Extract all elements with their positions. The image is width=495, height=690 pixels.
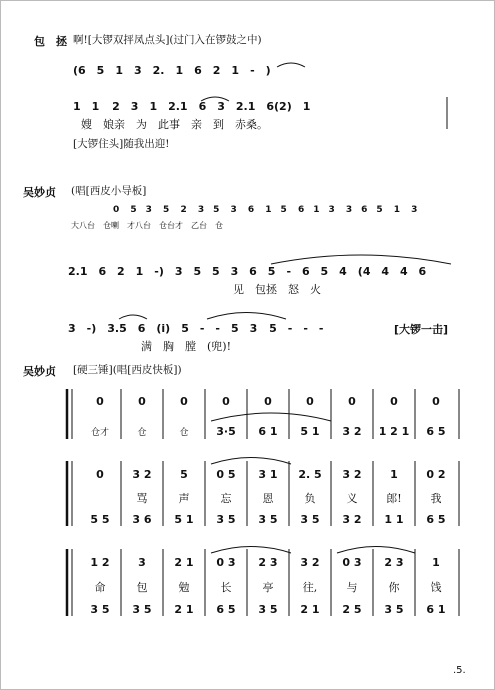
notation-s2-line-3: 3 -) 3.5 6 (i) 5 - - 5 3 5 - - - [68,322,324,335]
tag-daoban: (唱[西皮小导板] [71,185,147,197]
note-cell: 3 5 [132,603,152,616]
note-cell: 1 1 [384,513,404,526]
note-cell: 0 3 [216,556,236,569]
note-cell: 1 [432,556,440,569]
note-cell: 2 1 [174,603,194,616]
note-cell: 6 5 [216,603,236,616]
lyric-cell: 饯 [430,581,442,594]
note-cell: 1 [390,468,398,481]
note-cell: 0 [390,395,398,408]
note-cell: 6 1 [258,425,278,438]
note-cell: 3 5 [258,603,278,616]
note-cell: 2 1 [300,603,320,616]
note-cell: 3 2 [342,513,362,526]
note-cell: 3 2 [342,468,362,481]
note-cell: 3 5 [300,513,320,526]
notation-line-2: 1 1 2 3 1 2.1 6 3 2.1 6(2) 1 [73,100,311,113]
page-number: .5. [453,665,466,676]
lyric-cell: 负 [304,492,316,505]
note-cell: 6 1 [426,603,446,616]
header-text: 啊![大锣双抨凤点头](过门入在锣鼓之中) [73,34,262,46]
lyric-cell: 忘 [220,492,232,505]
note-cell: 仓 [137,428,147,438]
note-cell: 2 3 [258,556,278,569]
note-cell: 2 3 [384,556,404,569]
note-cell: 5 1 [300,425,320,438]
note-cell: 6 5 [426,513,446,526]
note-cell: 5 [180,468,188,481]
note-cell: 0 [138,395,146,408]
lyric-cell: 我 [430,492,442,505]
note-cell: 3 2 [300,556,320,569]
notation-s2-line-2: 2.1 6 2 1 -) 3 5 5 3 6 5 - 6 5 4 (4 4 4 6 [68,265,427,278]
note-cell: 3 2 [342,425,362,438]
lyric-cell: 义 [346,492,358,505]
lyric-cell: 声 [178,492,190,505]
note-cell: 1 2 1 [378,425,410,438]
note-cell: 3 6 [132,513,152,526]
note-cell: 5 1 [174,513,194,526]
lyric-cell: 你 [388,581,400,594]
note-cell: 2. 5 [298,468,322,481]
note-cell: 3·5 [216,425,236,438]
note-cell: 0 [348,395,356,408]
speaker-wumiaozhen-1: 吴妙贞 [23,186,56,199]
note-cell: 3 2 [132,468,152,481]
lyric-cell: 骂 [136,492,148,505]
lyric-cell: 郎! [386,492,402,505]
note-cell: 2 5 [342,603,362,616]
lyric-cell: 恩 [262,492,274,505]
notation-line-1: (6 5 1 3 2. 1 6 2 1 - ) [73,64,271,77]
note-cell: 0 [222,395,230,408]
note-cell: 0 5 [216,468,236,481]
note-cell: 0 [264,395,272,408]
note-cell: 0 [96,395,104,408]
lyrics-s2-line-3: 满 胸 膛 (兜)! [141,340,232,353]
lyric-cell: 亭 [262,581,274,594]
note-cell: 仓 [179,428,189,438]
note-cell: 0 [180,395,188,408]
note-cell: 0 3 [342,556,362,569]
note-cell: 0 [306,395,314,408]
tag-kuaiban: [硬三锤](唱[西皮快板]) [73,364,182,376]
percussion-s2-line-1: 大八台 仓喇 才八台 仓台才 乙台 仓 [71,221,223,230]
note-cell: 6 5 [426,425,446,438]
lyric-cell: 往, [302,581,318,594]
lyrics-line-2: 嫂 娘亲 为 此事 亲 到 赤桑。 [81,118,268,131]
note-cell: 0 2 [426,468,446,481]
note-cell: 3 5 [216,513,236,526]
note-cell: 3 [138,556,146,569]
lyric-cell: 长 [220,581,232,594]
lyric-cell: 包 [136,581,148,594]
lyric-cell: 与 [346,581,358,594]
notation-lines [1,1,494,689]
note-cell: 3 5 [90,603,110,616]
note-cell: 3 5 [258,513,278,526]
note-cell: 0 [96,468,104,481]
note-cell: 0 [432,395,440,408]
speaker-wumiaozhen-2: 吴妙贞 [23,365,56,378]
note-cell: 仓才 [90,428,109,438]
cue-s2-line-3: [大锣一击] [394,323,449,336]
lyrics-s2-line-2: 见 包拯 怒 火 [233,283,321,296]
cue-line-3: [大锣住头]随我出迎! [73,138,170,150]
note-cell: 3 1 [258,468,278,481]
lyric-cell: 命 [94,581,106,594]
note-cell: 1 2 [90,556,110,569]
lyric-cell: 勉 [178,581,190,594]
note-cell: 5 5 [90,513,110,526]
speaker-baozheng: 包 拯 [34,35,67,48]
note-cell: 2 1 [174,556,194,569]
note-cell: 3 5 [384,603,404,616]
notation-s2-line-1: 0 5 3 5 2 3 5 3 6 1 5 6 1 3 3 6 5 1 3 [113,205,418,215]
